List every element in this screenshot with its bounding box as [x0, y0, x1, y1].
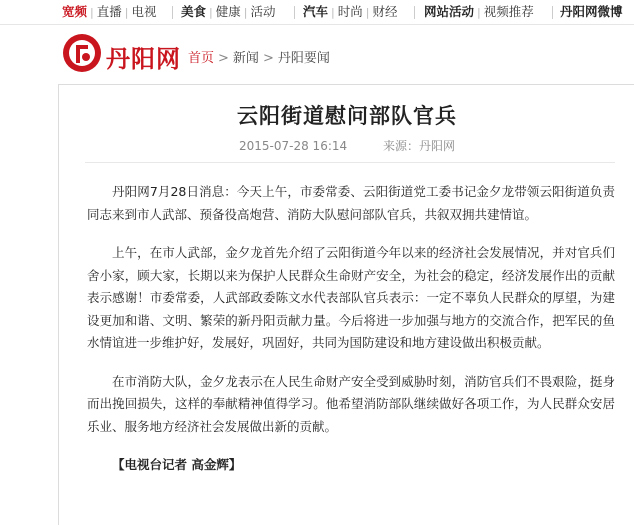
article-byline: 【电视台记者 高金辉】	[112, 457, 242, 472]
nav-separator: |	[90, 6, 94, 19]
logo-text: 丹阳网	[106, 45, 181, 73]
nav-link-weibo[interactable]: 丹阳网微博	[560, 4, 623, 19]
article-date: 2015-07-28 16:14	[239, 139, 348, 153]
article-paragraph: 在市消防大队，金夕龙表示在人民生命财产安全受到威胁时刻，消防官兵们不畏艰险，挺身而出挽回损失，这样的奉献精神值得学习。他希望消防部队继续做好各项工作，为人民群众安居乐业、服务地方经济社会发展做出新的贡献。	[87, 373, 615, 434]
nav-link-fashion[interactable]: 时尚	[337, 4, 363, 19]
nav-separator: |	[331, 6, 335, 19]
nav-separator: |	[209, 6, 213, 19]
nav-link-live[interactable]: 直播	[96, 4, 122, 19]
nav-link-tv[interactable]: 电视	[131, 4, 157, 19]
nav-separator: |	[243, 6, 248, 19]
breadcrumb-home[interactable]: 首页	[188, 51, 215, 66]
article-source: 来源：丹阳网	[382, 139, 455, 153]
nav-group-video	[62, 0, 156, 25]
breadcrumb	[188, 47, 330, 66]
nav-link-health[interactable]: 健康	[215, 4, 241, 19]
nav-link-events[interactable]: 活动	[250, 4, 276, 19]
nav-link-auto[interactable]: 汽车	[303, 4, 329, 19]
nav-group-weibo	[560, 0, 623, 24]
nav-separator: |	[124, 6, 129, 19]
nav-divider	[294, 6, 295, 19]
article-paragraph: 丹阳网7月28日消息：今天上午，市委常委、云阳街道党工委书记金夕龙带领云阳街道负责同志来到市人武部、预备役高炮营、消防大队慰问部队官兵，共叙双拥共建情谊。	[87, 184, 615, 222]
nav-link-site-events[interactable]: 网站活动	[424, 4, 475, 19]
article-paragraph: 上午，在市人武部，金夕龙首先介绍了云阳街道今年以来的经济社会发展情况，并对官兵们舍小家，顾大家，长期以来为保护人民群众生命财产安全，为社会的稳定，经济发展作出的贡献表示感谢！市委常委，人武部政委陈文水代表部队官兵表示：一定不辜负人民群众的厚望，为建设更加和谐、文明、繁荣的新丹阳贡献力量。今后将进一步加强与地方的交流合作，把军民的鱼水情谊进一步维护好，发展好，巩固好，共同为国防建设和地方建设做出积极贡献。	[87, 245, 615, 350]
nav-link-video-picks[interactable]: 视频推荐	[483, 4, 534, 19]
site-header	[0, 25, 634, 85]
nav-group-auto	[303, 0, 397, 25]
article-meta	[59, 137, 634, 154]
nav-divider	[552, 6, 553, 19]
logo-icon	[62, 33, 102, 73]
nav-divider	[414, 6, 415, 19]
nav-group-site	[424, 0, 534, 25]
site-logo[interactable]	[62, 31, 182, 77]
article-title: 云阳街道慰问部队官兵	[237, 103, 457, 128]
nav-link-finance[interactable]: 财经	[372, 4, 398, 19]
nav-link-food[interactable]: 美食	[181, 4, 207, 19]
article-panel	[58, 84, 634, 525]
nav-separator: |	[365, 6, 370, 19]
breadcrumb-news[interactable]: 新闻	[232, 51, 259, 66]
nav-divider	[172, 6, 173, 19]
top-nav	[0, 0, 634, 25]
meta-divider	[85, 162, 615, 163]
article-body	[87, 181, 615, 493]
nav-group-life	[181, 0, 275, 25]
breadcrumb-danyang-news[interactable]: 丹阳要闻	[277, 51, 330, 66]
nav-separator: |	[477, 6, 481, 19]
nav-link-kuanpin[interactable]: 宽频	[62, 4, 88, 19]
breadcrumb-separator: >	[218, 51, 229, 66]
breadcrumb-separator: >	[262, 51, 274, 66]
